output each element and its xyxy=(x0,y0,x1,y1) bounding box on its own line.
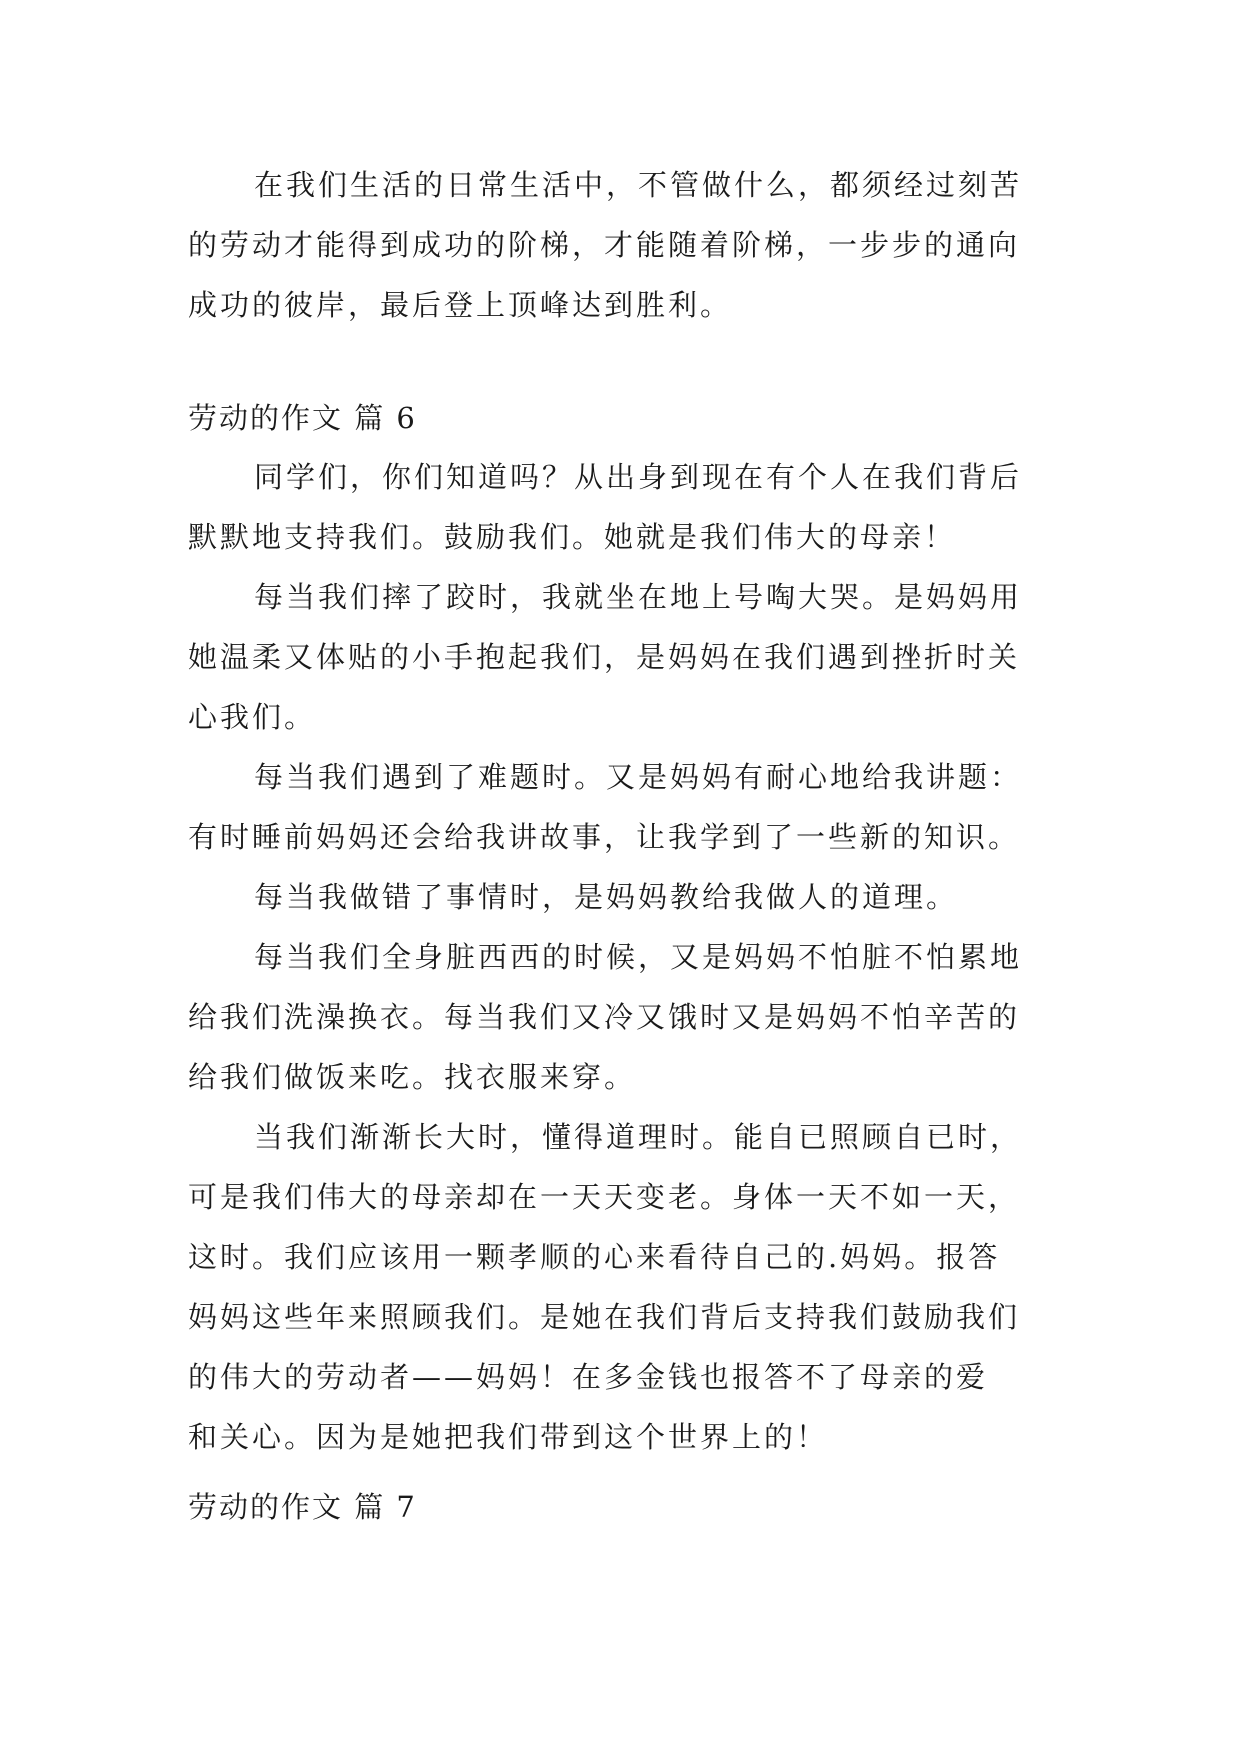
text-line: 妈妈这些年来照顾我们。是她在我们背后支持我们鼓励我们 xyxy=(188,1300,1021,1334)
text-line: 每当我们全身脏西西的时候，又是妈妈不怕脏不怕累地 xyxy=(254,940,1023,974)
text-line: 在我们生活的日常生活中，不管做什么，都须经过刻苦 xyxy=(254,168,1023,202)
text-line: 每当我们遇到了难题时。又是妈妈有耐心地给我讲题： xyxy=(254,760,1023,794)
text-line: 可是我们伟大的母亲却在一天天变老。身体一天不如一天， xyxy=(188,1180,1021,1214)
text-line: 给我们做饭来吃。找衣服来穿。 xyxy=(188,1060,637,1094)
text-line: 成功的彼岸，最后登上顶峰达到胜利。 xyxy=(188,288,733,322)
text-line: 和关心。因为是她把我们带到这个世界上的！ xyxy=(188,1420,829,1454)
text-line: 给我们洗澡换衣。每当我们又冷又饿时又是妈妈不怕辛苦的 xyxy=(188,1000,1021,1034)
text-line: 的伟大的劳动者——妈妈！在多金钱也报答不了母亲的爱 xyxy=(188,1360,989,1394)
text-line: 当我们渐渐长大时，懂得道理时。能自已照顾自已时， xyxy=(254,1120,1023,1154)
text-line: 每当我们摔了跤时，我就坐在地上号啕大哭。是妈妈用 xyxy=(254,580,1023,614)
text-line: 的劳动才能得到成功的阶梯，才能随着阶梯，一步步的通向 xyxy=(188,228,1021,262)
text-line: 她温柔又体贴的小手抱起我们，是妈妈在我们遇到挫折时关 xyxy=(188,640,1021,674)
text-line: 这时。我们应该用一颗孝顺的心来看待自己的.妈妈。报答 xyxy=(188,1240,1001,1274)
section-6-heading: 劳动的作文 篇 6 xyxy=(188,401,417,435)
intro-paragraph xyxy=(188,155,1068,335)
text-line: 有时睡前妈妈还会给我讲故事，让我学到了一些新的知识。 xyxy=(188,820,1021,854)
text-line: 同学们，你们知道吗？从出身到现在有个人在我们背后 xyxy=(254,460,1023,494)
text-line: 每当我做错了事情时，是妈妈教给我做人的道理。 xyxy=(254,880,959,914)
section-7-heading: 劳动的作文 篇 7 xyxy=(188,1490,417,1524)
section-6-body xyxy=(188,447,1068,1467)
text-line: 默默地支持我们。鼓励我们。她就是我们伟大的母亲！ xyxy=(188,520,957,554)
text-line: 心我们。 xyxy=(188,700,317,734)
